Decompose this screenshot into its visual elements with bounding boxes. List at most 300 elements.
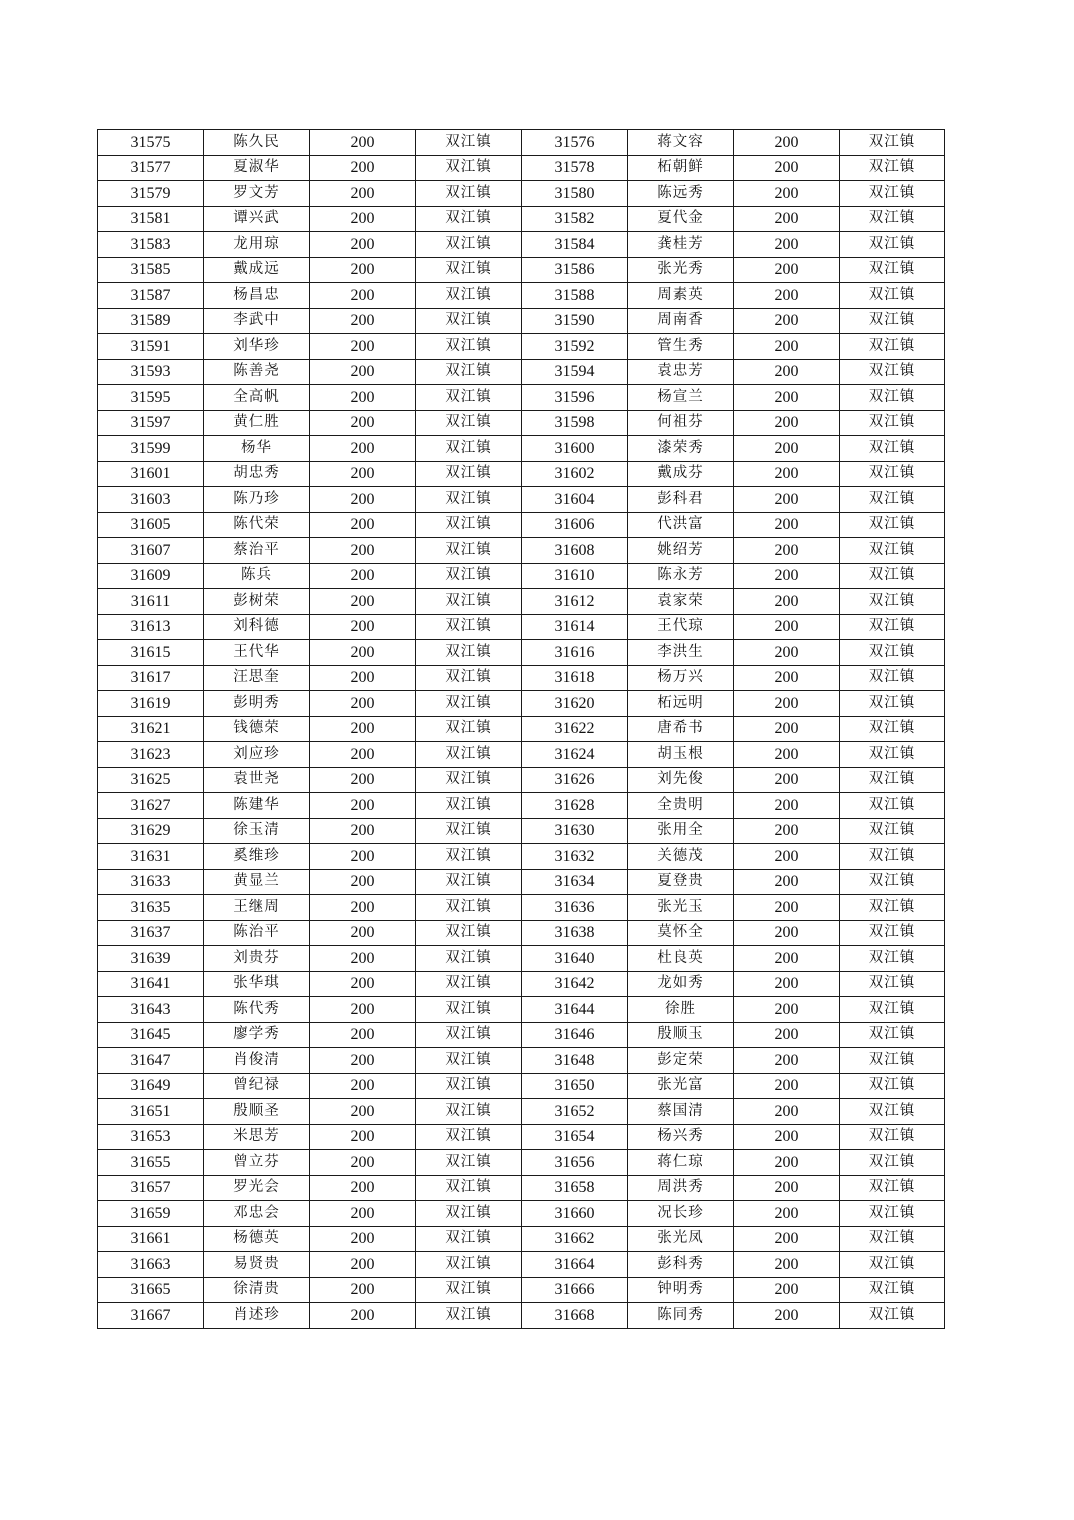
id-cell: 31652 [522,1099,628,1125]
name-cell: 袁家荣 [628,589,734,615]
amount-cell: 200 [734,920,840,946]
amount-cell: 200 [310,589,416,615]
id-cell: 31626 [522,767,628,793]
town-cell: 双江镇 [416,385,522,411]
town-cell: 双江镇 [840,155,945,181]
table-row [98,946,945,972]
town-cell: 双江镇 [840,1201,945,1227]
name-cell: 蒋仁琼 [628,1150,734,1176]
name-cell: 杜良英 [628,946,734,972]
town-cell: 双江镇 [416,1252,522,1278]
amount-cell: 200 [310,308,416,334]
name-cell: 陈乃珍 [204,487,310,513]
amount-cell: 200 [310,1048,416,1074]
id-cell: 31648 [522,1048,628,1074]
id-cell: 31619 [98,691,204,717]
id-cell: 31649 [98,1073,204,1099]
name-cell: 胡玉根 [628,742,734,768]
name-cell: 莫怀全 [628,920,734,946]
amount-cell: 200 [310,1099,416,1125]
amount-cell: 200 [310,1201,416,1227]
name-cell: 殷顺圣 [204,1099,310,1125]
amount-cell: 200 [734,1099,840,1125]
table-row [98,1099,945,1125]
id-cell: 31630 [522,818,628,844]
town-cell: 双江镇 [416,640,522,666]
table-row [98,1277,945,1303]
name-cell: 黄仁胜 [204,410,310,436]
amount-cell: 200 [310,971,416,997]
id-cell: 31584 [522,232,628,258]
town-cell: 双江镇 [840,844,945,870]
name-cell: 张光玉 [628,895,734,921]
id-cell: 31577 [98,155,204,181]
town-cell: 双江镇 [416,1175,522,1201]
town-cell: 双江镇 [416,461,522,487]
id-cell: 31603 [98,487,204,513]
town-cell: 双江镇 [840,1048,945,1074]
id-cell: 31585 [98,257,204,283]
town-cell: 双江镇 [840,334,945,360]
town-cell: 双江镇 [416,869,522,895]
town-cell: 双江镇 [416,1150,522,1176]
amount-cell: 200 [310,946,416,972]
id-cell: 31632 [522,844,628,870]
amount-cell: 200 [734,1150,840,1176]
name-cell: 刘先俊 [628,767,734,793]
name-cell: 陈代荣 [204,512,310,538]
id-cell: 31658 [522,1175,628,1201]
id-cell: 31612 [522,589,628,615]
table-row [98,1073,945,1099]
name-cell: 李武中 [204,308,310,334]
town-cell: 双江镇 [840,1175,945,1201]
table-row [98,512,945,538]
name-cell: 姚绍芳 [628,538,734,564]
id-cell: 31596 [522,385,628,411]
id-cell: 31641 [98,971,204,997]
table-row [98,1226,945,1252]
amount-cell: 200 [734,206,840,232]
name-cell: 代洪富 [628,512,734,538]
town-cell: 双江镇 [416,1226,522,1252]
town-cell: 双江镇 [416,308,522,334]
town-cell: 双江镇 [416,1073,522,1099]
amount-cell: 200 [734,155,840,181]
table-row [98,691,945,717]
amount-cell: 200 [734,767,840,793]
name-cell: 陈远秀 [628,181,734,207]
town-cell: 双江镇 [840,946,945,972]
id-cell: 31662 [522,1226,628,1252]
town-cell: 双江镇 [416,895,522,921]
id-cell: 31617 [98,665,204,691]
id-cell: 31645 [98,1022,204,1048]
id-cell: 31589 [98,308,204,334]
town-cell: 双江镇 [416,844,522,870]
roster-table [97,129,945,1329]
town-cell: 双江镇 [416,793,522,819]
amount-cell: 200 [734,1073,840,1099]
town-cell: 双江镇 [840,359,945,385]
name-cell: 陈治平 [204,920,310,946]
amount-cell: 200 [734,308,840,334]
name-cell: 曾纪禄 [204,1073,310,1099]
town-cell: 双江镇 [840,971,945,997]
town-cell: 双江镇 [416,487,522,513]
id-cell: 31609 [98,563,204,589]
name-cell: 夏登贵 [628,869,734,895]
name-cell: 杨昌忠 [204,283,310,309]
amount-cell: 200 [310,844,416,870]
name-cell: 龙如秀 [628,971,734,997]
name-cell: 陈久民 [204,130,310,156]
name-cell: 戴成远 [204,257,310,283]
amount-cell: 200 [310,155,416,181]
amount-cell: 200 [310,283,416,309]
amount-cell: 200 [310,385,416,411]
name-cell: 易贤贵 [204,1252,310,1278]
id-cell: 31607 [98,538,204,564]
town-cell: 双江镇 [840,640,945,666]
town-cell: 双江镇 [840,997,945,1023]
table-row [98,410,945,436]
id-cell: 31602 [522,461,628,487]
id-cell: 31655 [98,1150,204,1176]
amount-cell: 200 [734,436,840,462]
name-cell: 刘贵芬 [204,946,310,972]
name-cell: 肖述珍 [204,1303,310,1329]
table-row [98,1150,945,1176]
id-cell: 31659 [98,1201,204,1227]
town-cell: 双江镇 [416,920,522,946]
name-cell: 肖俊清 [204,1048,310,1074]
amount-cell: 200 [734,257,840,283]
town-cell: 双江镇 [416,1022,522,1048]
id-cell: 31653 [98,1124,204,1150]
id-cell: 31624 [522,742,628,768]
town-cell: 双江镇 [416,283,522,309]
name-cell: 彭树荣 [204,589,310,615]
name-cell: 李洪生 [628,640,734,666]
amount-cell: 200 [310,818,416,844]
name-cell: 张光凤 [628,1226,734,1252]
amount-cell: 200 [734,512,840,538]
name-cell: 谭兴武 [204,206,310,232]
table-row [98,997,945,1023]
id-cell: 31640 [522,946,628,972]
town-cell: 双江镇 [840,1022,945,1048]
town-cell: 双江镇 [416,563,522,589]
town-cell: 双江镇 [840,206,945,232]
amount-cell: 200 [310,1226,416,1252]
amount-cell: 200 [734,1252,840,1278]
id-cell: 31588 [522,283,628,309]
town-cell: 双江镇 [416,589,522,615]
name-cell: 杨宣兰 [628,385,734,411]
name-cell: 彭科秀 [628,1252,734,1278]
table-row [98,461,945,487]
table-row [98,232,945,258]
id-cell: 31614 [522,614,628,640]
name-cell: 周洪秀 [628,1175,734,1201]
id-cell: 31644 [522,997,628,1023]
name-cell: 陈同秀 [628,1303,734,1329]
table-row [98,1201,945,1227]
table-row [98,844,945,870]
amount-cell: 200 [310,691,416,717]
name-cell: 王代琼 [628,614,734,640]
amount-cell: 200 [734,640,840,666]
town-cell: 双江镇 [416,359,522,385]
town-cell: 双江镇 [416,665,522,691]
name-cell: 刘华珍 [204,334,310,360]
name-cell: 柘朝鲜 [628,155,734,181]
town-cell: 双江镇 [416,946,522,972]
id-cell: 31598 [522,410,628,436]
town-cell: 双江镇 [840,181,945,207]
town-cell: 双江镇 [840,1099,945,1125]
amount-cell: 200 [734,589,840,615]
amount-cell: 200 [734,1175,840,1201]
table-row [98,869,945,895]
town-cell: 双江镇 [416,691,522,717]
name-cell: 王继周 [204,895,310,921]
name-cell: 袁世尧 [204,767,310,793]
amount-cell: 200 [310,487,416,513]
amount-cell: 200 [310,793,416,819]
id-cell: 31668 [522,1303,628,1329]
amount-cell: 200 [310,181,416,207]
town-cell: 双江镇 [840,767,945,793]
name-cell: 彭定荣 [628,1048,734,1074]
table-row [98,538,945,564]
town-cell: 双江镇 [840,461,945,487]
name-cell: 蔡国清 [628,1099,734,1125]
name-cell: 张华琪 [204,971,310,997]
town-cell: 双江镇 [416,971,522,997]
town-cell: 双江镇 [416,818,522,844]
id-cell: 31634 [522,869,628,895]
id-cell: 31667 [98,1303,204,1329]
name-cell: 廖学秀 [204,1022,310,1048]
town-cell: 双江镇 [416,614,522,640]
amount-cell: 200 [310,461,416,487]
amount-cell: 200 [734,1226,840,1252]
id-cell: 31650 [522,1073,628,1099]
town-cell: 双江镇 [840,385,945,411]
amount-cell: 200 [310,359,416,385]
amount-cell: 200 [734,181,840,207]
id-cell: 31623 [98,742,204,768]
id-cell: 31578 [522,155,628,181]
id-cell: 31576 [522,130,628,156]
town-cell: 双江镇 [840,232,945,258]
town-cell: 双江镇 [416,997,522,1023]
amount-cell: 200 [734,1048,840,1074]
amount-cell: 200 [310,334,416,360]
table-row [98,1252,945,1278]
amount-cell: 200 [734,946,840,972]
id-cell: 31646 [522,1022,628,1048]
amount-cell: 200 [310,232,416,258]
id-cell: 31613 [98,614,204,640]
town-cell: 双江镇 [840,410,945,436]
name-cell: 杨万兴 [628,665,734,691]
town-cell: 双江镇 [416,767,522,793]
town-cell: 双江镇 [840,308,945,334]
town-cell: 双江镇 [840,1252,945,1278]
id-cell: 31594 [522,359,628,385]
amount-cell: 200 [310,895,416,921]
amount-cell: 200 [734,742,840,768]
town-cell: 双江镇 [840,1277,945,1303]
town-cell: 双江镇 [416,181,522,207]
table-row [98,920,945,946]
name-cell: 张用全 [628,818,734,844]
town-cell: 双江镇 [416,257,522,283]
town-cell: 双江镇 [840,512,945,538]
town-cell: 双江镇 [840,257,945,283]
id-cell: 31605 [98,512,204,538]
amount-cell: 200 [310,436,416,462]
town-cell: 双江镇 [840,130,945,156]
id-cell: 31621 [98,716,204,742]
name-cell: 关德茂 [628,844,734,870]
town-cell: 双江镇 [840,691,945,717]
name-cell: 彭明秀 [204,691,310,717]
town-cell: 双江镇 [416,436,522,462]
name-cell: 蒋文容 [628,130,734,156]
town-cell: 双江镇 [416,1124,522,1150]
town-cell: 双江镇 [840,665,945,691]
amount-cell: 200 [310,997,416,1023]
amount-cell: 200 [310,410,416,436]
town-cell: 双江镇 [416,512,522,538]
id-cell: 31663 [98,1252,204,1278]
amount-cell: 200 [734,614,840,640]
amount-cell: 200 [734,359,840,385]
name-cell: 龚桂芳 [628,232,734,258]
table-row [98,359,945,385]
amount-cell: 200 [310,665,416,691]
id-cell: 31582 [522,206,628,232]
town-cell: 双江镇 [840,487,945,513]
amount-cell: 200 [310,1124,416,1150]
id-cell: 31580 [522,181,628,207]
name-cell: 邓忠会 [204,1201,310,1227]
id-cell: 31657 [98,1175,204,1201]
amount-cell: 200 [734,716,840,742]
table-row [98,155,945,181]
id-cell: 31599 [98,436,204,462]
amount-cell: 200 [734,869,840,895]
amount-cell: 200 [310,1150,416,1176]
amount-cell: 200 [310,767,416,793]
name-cell: 陈善尧 [204,359,310,385]
table-row [98,283,945,309]
town-cell: 双江镇 [416,155,522,181]
id-cell: 31579 [98,181,204,207]
name-cell: 汪思奎 [204,665,310,691]
town-cell: 双江镇 [840,589,945,615]
amount-cell: 200 [310,614,416,640]
name-cell: 管生秀 [628,334,734,360]
name-cell: 张光秀 [628,257,734,283]
amount-cell: 200 [734,1303,840,1329]
name-cell: 胡忠秀 [204,461,310,487]
name-cell: 彭科君 [628,487,734,513]
name-cell: 杨兴秀 [628,1124,734,1150]
id-cell: 31625 [98,767,204,793]
name-cell: 全贵明 [628,793,734,819]
table-row [98,716,945,742]
name-cell: 张光富 [628,1073,734,1099]
town-cell: 双江镇 [840,793,945,819]
name-cell: 殷顺玉 [628,1022,734,1048]
amount-cell: 200 [734,895,840,921]
amount-cell: 200 [734,997,840,1023]
town-cell: 双江镇 [840,869,945,895]
name-cell: 袁忠芳 [628,359,734,385]
id-cell: 31587 [98,283,204,309]
id-cell: 31629 [98,818,204,844]
name-cell: 徐清贵 [204,1277,310,1303]
town-cell: 双江镇 [416,206,522,232]
table-row [98,589,945,615]
amount-cell: 200 [734,1124,840,1150]
id-cell: 31615 [98,640,204,666]
id-cell: 31620 [522,691,628,717]
name-cell: 陈永芳 [628,563,734,589]
id-cell: 31654 [522,1124,628,1150]
amount-cell: 200 [734,130,840,156]
town-cell: 双江镇 [416,334,522,360]
table-row [98,206,945,232]
name-cell: 曾立芬 [204,1150,310,1176]
table-row [98,1048,945,1074]
name-cell: 黄显兰 [204,869,310,895]
table-row [98,1124,945,1150]
amount-cell: 200 [310,869,416,895]
id-cell: 31600 [522,436,628,462]
table-row [98,614,945,640]
name-cell: 刘应珍 [204,742,310,768]
town-cell: 双江镇 [840,283,945,309]
table-row [98,1022,945,1048]
name-cell: 刘科德 [204,614,310,640]
amount-cell: 200 [310,538,416,564]
amount-cell: 200 [310,742,416,768]
town-cell: 双江镇 [840,1226,945,1252]
amount-cell: 200 [734,334,840,360]
town-cell: 双江镇 [840,1124,945,1150]
table-row [98,563,945,589]
id-cell: 31581 [98,206,204,232]
table-row [98,793,945,819]
amount-cell: 200 [734,691,840,717]
amount-cell: 200 [734,818,840,844]
id-cell: 31627 [98,793,204,819]
id-cell: 31591 [98,334,204,360]
town-cell: 双江镇 [840,614,945,640]
amount-cell: 200 [310,920,416,946]
town-cell: 双江镇 [416,716,522,742]
id-cell: 31575 [98,130,204,156]
town-cell: 双江镇 [840,538,945,564]
id-cell: 31597 [98,410,204,436]
id-cell: 31660 [522,1201,628,1227]
